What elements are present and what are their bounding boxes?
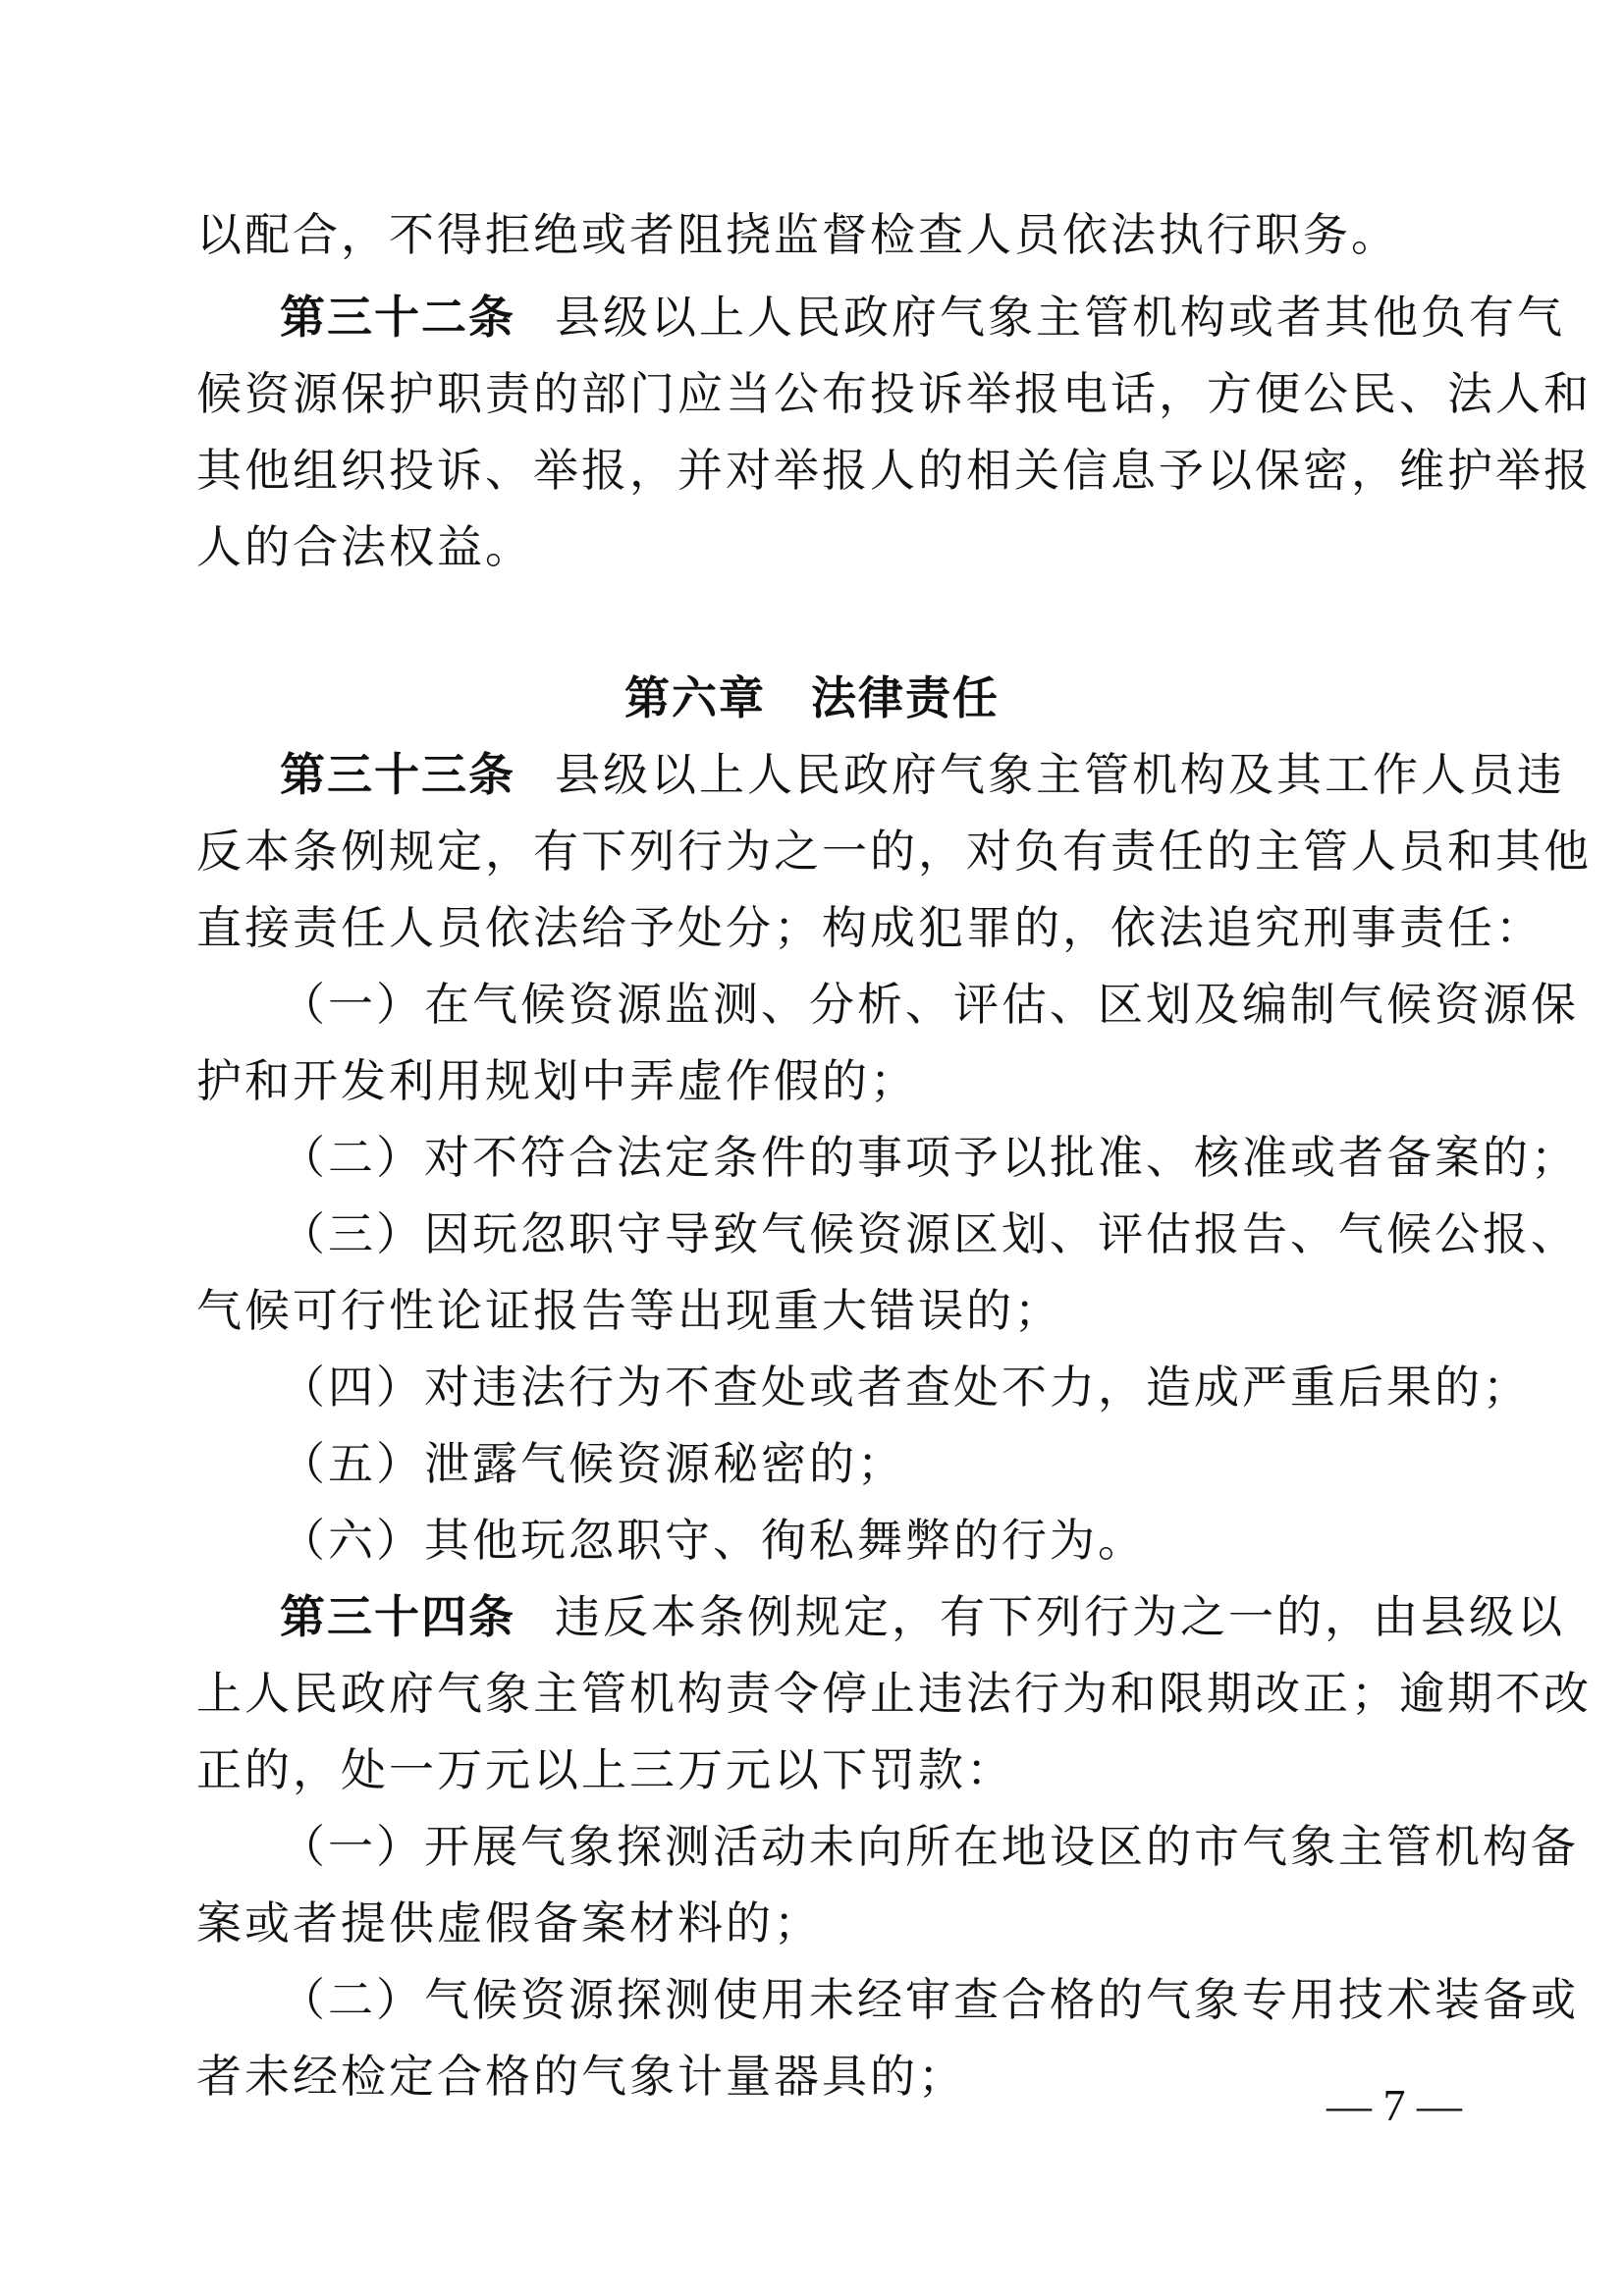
- body-line: 上人民政府气象主管机构责令停止违法行为和限期改正；逾期不改: [196, 1667, 1592, 1720]
- article-34-first-line: [280, 1578, 1565, 1655]
- body-line: 以配合，不得拒绝或者阻挠监督检查人员依法执行职务。: [196, 208, 1399, 261]
- body-text: 县级以上人民政府气象主管机构或者其他负有气: [555, 291, 1565, 344]
- list-item: （五）泄露气候资源秘密的；: [280, 1437, 905, 1490]
- body-line: 其他组织投诉、举报，并对举报人的相关信息予以保密，维护举报: [196, 444, 1592, 497]
- list-item-continuation: 护和开发利用规划中弄虚作假的；: [196, 1054, 918, 1107]
- article-title: 第三十四条: [280, 1590, 515, 1643]
- body-text: 县级以上人民政府气象主管机构及其工作人员违: [555, 748, 1565, 801]
- list-item-continuation: 气候可行性论证报告等出现重大错误的；: [196, 1284, 1062, 1337]
- list-item: （二）气候资源探测使用未经审查合格的气象专用技术装备或: [280, 1973, 1579, 2026]
- body-line: 反本条例规定，有下列行为之一的，对负有责任的主管人员和其他: [196, 825, 1592, 878]
- body-line: 候资源保护职责的部门应当公布投诉举报电话，方便公民、法人和: [196, 367, 1592, 420]
- article-title: 第三十二条: [280, 291, 515, 344]
- list-item-continuation: 案或者提供虚假备案材料的；: [196, 1896, 822, 1949]
- chapter-number: 第六章: [624, 671, 766, 724]
- body-text: 违反本条例规定，有下列行为之一的，由县级以: [555, 1590, 1565, 1643]
- page-number: — 7 —: [1326, 2080, 1462, 2130]
- body-line: 正的，处一万元以上三万元以下罚款：: [196, 1743, 1014, 1796]
- list-item: （三）因玩忽职守导致气候资源区划、评估报告、气候公报、: [280, 1207, 1579, 1260]
- body-line: 人的合法权益。: [196, 520, 533, 573]
- list-item: （六）其他玩忽职守、徇私舞弊的行为。: [280, 1514, 1146, 1567]
- list-item: （一）在气候资源监测、分析、评估、区划及编制气候资源保: [280, 978, 1579, 1031]
- list-item-continuation: 者未经检定合格的气象计量器具的；: [196, 2050, 966, 2103]
- article-title: 第三十三条: [280, 748, 515, 801]
- list-item: （二）对不符合法定条件的事项予以批准、核准或者备案的；: [280, 1131, 1579, 1184]
- chapter-heading: [0, 660, 1624, 736]
- body-line: 直接责任人员依法给予处分；构成犯罪的，依法追究刑事责任：: [196, 901, 1543, 954]
- article-33-first-line: [280, 736, 1565, 813]
- article-32-first-line: [280, 279, 1565, 355]
- list-item: （四）对违法行为不查处或者查处不力，造成严重后果的；: [280, 1361, 1531, 1414]
- list-item: （一）开展气象探测活动未向所在地设区的市气象主管机构备: [280, 1820, 1579, 1873]
- chapter-name: 法律责任: [811, 671, 1000, 724]
